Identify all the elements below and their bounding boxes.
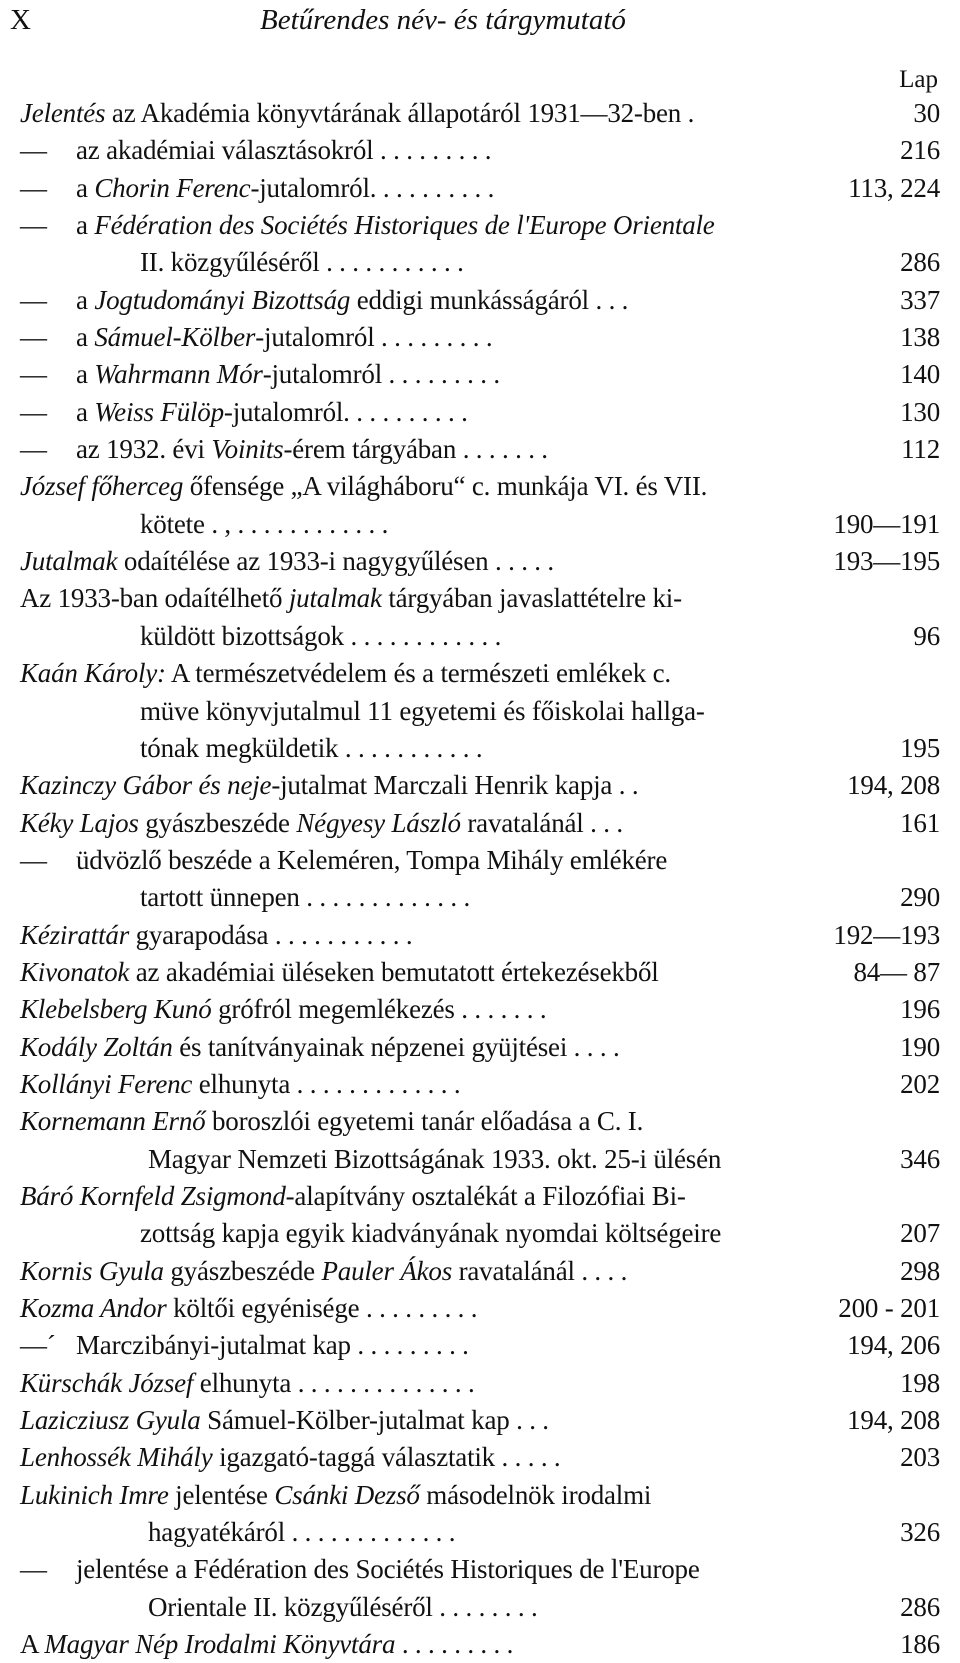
entry-text-segment: Orientale II. közgyűléséről . . . . . . . . xyxy=(148,1591,538,1622)
entry-text-segment: igazgató-taggá választatik . . . . . xyxy=(212,1442,561,1473)
entry-text-segment: a xyxy=(76,322,95,353)
index-line xyxy=(20,655,940,692)
index-line xyxy=(20,693,940,730)
index-line xyxy=(20,356,940,393)
index-line xyxy=(20,842,940,879)
entry-text-segment: és tanítványainak népzenei gyüjtései . . . . xyxy=(172,1031,620,1062)
entry-name-italic: Wahrmann Mór xyxy=(94,359,263,390)
page-reference: 202 xyxy=(900,1068,940,1099)
entry-text xyxy=(20,170,494,207)
entry-text xyxy=(140,506,388,543)
entry-text-segment: őfensége „A világháboru“ c. munkája VI. és VII. xyxy=(183,471,708,502)
index-line xyxy=(20,618,940,655)
entry-text xyxy=(140,618,501,655)
page-number: X xyxy=(10,4,31,36)
page-reference: 298 xyxy=(900,1255,940,1286)
entry-text-segment: II. közgyűléséről . . . . . . . . . . . xyxy=(140,247,464,278)
entry-text xyxy=(148,1514,455,1551)
entry-name-italic: Báró Kornfeld Zsigmond xyxy=(20,1180,286,1211)
page-reference: 286 xyxy=(900,1591,940,1622)
index-line xyxy=(20,1514,940,1551)
entry-text-segment: gyászbeszéde xyxy=(138,807,297,838)
index-line xyxy=(20,1327,940,1364)
entry-text xyxy=(140,693,705,730)
index-line xyxy=(20,1178,940,1215)
entry-text-segment: müve könyvjutalmul 11 egyetemi és főiskolai hallga- xyxy=(140,695,705,726)
entry-text xyxy=(140,244,464,281)
entry-text-segment: A xyxy=(20,1629,45,1660)
entry-text xyxy=(20,468,707,505)
page-reference: 96 xyxy=(913,620,940,651)
entry-text xyxy=(20,543,554,580)
ditto-dash: — xyxy=(20,135,47,166)
entry-name-italic: Voinits xyxy=(211,434,284,465)
entry-text xyxy=(20,431,548,468)
ditto-dash: — xyxy=(20,359,47,390)
page-reference: 337 xyxy=(900,284,940,315)
page-reference: 84— 87 xyxy=(853,956,940,987)
entry-text xyxy=(20,1327,469,1364)
page-reference: 198 xyxy=(900,1367,940,1398)
entry-name-italic: Jelentés xyxy=(20,98,106,128)
page-reference: 112 xyxy=(901,434,940,465)
entry-text xyxy=(20,991,546,1028)
index-line xyxy=(20,282,940,319)
entry-name-italic: Lazicziusz Gyula xyxy=(20,1405,201,1436)
index-line xyxy=(20,244,940,281)
entry-text xyxy=(20,1626,513,1663)
entry-text-segment: a xyxy=(76,284,95,315)
entry-text xyxy=(148,1141,721,1178)
entry-text xyxy=(20,207,715,244)
entry-text xyxy=(20,1066,460,1103)
ditto-dash: — xyxy=(20,1554,47,1585)
entry-text-segment: elhunyta . . . . . . . . . . . . . . xyxy=(193,1367,475,1398)
index-line xyxy=(20,170,940,207)
entry-text xyxy=(140,879,470,916)
page-reference: 346 xyxy=(900,1143,940,1174)
entry-text xyxy=(20,132,491,169)
entry-name-italic: Csánki Dezső xyxy=(274,1479,420,1510)
index-line xyxy=(20,730,940,767)
entry-text xyxy=(20,282,628,319)
entry-text xyxy=(148,1589,538,1626)
entry-text xyxy=(20,356,500,393)
entry-name-italic: Kornis Gyula xyxy=(20,1255,164,1286)
page-reference: 286 xyxy=(900,247,940,278)
entry-text-segment: Az 1933-ban odaítélhető xyxy=(20,583,289,614)
entry-name-italic: Kaán Károly: xyxy=(20,658,166,689)
entry-name-italic: Kollányi Ferenc xyxy=(20,1068,193,1099)
entry-name-italic: Lenhossék Mihály xyxy=(20,1442,213,1473)
entry-text-segment: Magyar Nemzeti Bizottságának 1933. okt. 25-i ülésén xyxy=(148,1143,722,1174)
entry-text-segment: az Akadémia könyvtárának állapotáról 1931—32-ben . xyxy=(105,98,695,128)
entry-text-segment: ravatalánál . . . xyxy=(460,807,623,838)
page-reference: 207 xyxy=(900,1218,940,1249)
page-reference: 192—193 xyxy=(833,919,940,950)
page-reference: 326 xyxy=(900,1517,940,1548)
index-line xyxy=(20,767,940,804)
entry-name-italic: Kézirattár xyxy=(20,919,130,950)
page-reference: 138 xyxy=(900,322,940,353)
entry-text-segment: jelentése xyxy=(168,1479,275,1510)
entry-text xyxy=(140,1215,721,1252)
running-title: Betűrendes név- és tárgymutató xyxy=(260,4,626,36)
entry-name-italic: Kürschák József xyxy=(20,1367,194,1398)
index-line xyxy=(20,1141,940,1178)
entry-text-segment: tónak megküldetik . . . . . . . . . . . xyxy=(140,732,483,763)
page-reference: 161 xyxy=(900,807,940,838)
entry-name-italic: Négyesy László xyxy=(296,807,461,838)
page-reference: 190—191 xyxy=(833,508,940,539)
entry-name-italic: Kodály Zoltán xyxy=(20,1031,173,1062)
index-line xyxy=(20,207,940,244)
entry-text-segment: eddigi munkásságáról . . . xyxy=(350,284,629,315)
entry-text xyxy=(20,1477,651,1514)
entry-text xyxy=(140,730,482,767)
page-reference: 200 - 201 xyxy=(838,1293,940,1323)
entry-text-segment: az 1932. évi xyxy=(76,434,212,465)
entry-text xyxy=(20,95,694,132)
entry-text-segment: gyarapodása . . . . . . . . . . . xyxy=(129,919,413,950)
index-line xyxy=(20,506,940,543)
entry-text-segment: a xyxy=(76,396,95,427)
entry-text xyxy=(20,1103,643,1140)
entry-text xyxy=(20,917,412,954)
entry-name-italic: Klebelsberg Kunó xyxy=(20,994,212,1025)
entry-text xyxy=(20,655,671,692)
ditto-dash: — xyxy=(20,396,47,427)
index-line xyxy=(20,1551,940,1588)
page-reference: 193—195 xyxy=(833,546,940,577)
entry-text-segment: tartott ünnepen . . . . . . . . . . . . . xyxy=(140,882,470,913)
entry-text-segment: jelentése a Fédération des Sociétés Historiques de l'Europe xyxy=(76,1554,700,1585)
index-line xyxy=(20,1215,940,1252)
ditto-dash: — xyxy=(20,322,47,353)
index-line xyxy=(20,805,940,842)
index-entries xyxy=(20,95,940,1663)
entry-text-segment: -jutalomról . . . . . . . . . xyxy=(255,322,493,353)
entry-text-segment: a xyxy=(76,359,95,390)
entry-text xyxy=(20,954,659,991)
ditto-dash: — xyxy=(20,172,47,203)
entry-text xyxy=(20,1290,477,1327)
entry-name-italic: Chorin Ferenc xyxy=(94,172,251,203)
entry-name-italic: jutalmak xyxy=(288,583,382,614)
index-line xyxy=(20,1589,940,1626)
index-line xyxy=(20,1066,940,1103)
entry-name-italic: Fédération des Sociétés Historiques de l'Europe Orientale xyxy=(94,210,715,241)
index-line xyxy=(20,431,940,468)
column-heading-lap: Lap xyxy=(899,66,938,93)
index-line xyxy=(20,879,940,916)
entry-text-segment: A természetvédelem és a természeti emlékek c. xyxy=(165,658,671,689)
index-line xyxy=(20,95,940,132)
entry-name-italic: József főherceg xyxy=(20,471,184,502)
entry-text-segment: -jutalmat Marczali Henrik kapja . . xyxy=(271,770,639,801)
entry-text xyxy=(20,1402,549,1439)
entry-text-segment: -érem tárgyában . . . . . . . xyxy=(283,434,548,465)
entry-text xyxy=(20,842,667,879)
page-reference: 30 xyxy=(913,98,940,128)
entry-text-segment: . . . . . . . . . xyxy=(395,1629,514,1660)
entry-text-segment: -alapítvány osztalékát a Filozófiai Bi- xyxy=(285,1180,686,1211)
entry-text-segment: Sámuel-Kölber-jutalmat kap . . . xyxy=(200,1405,549,1436)
page-reference: 290 xyxy=(900,882,940,913)
entry-text-segment: odaítélése az 1933-i nagygyűlésen . . . . . xyxy=(117,546,554,577)
entry-text xyxy=(20,767,638,804)
entry-name-italic: Sámuel-Kölber xyxy=(94,322,256,353)
entry-text xyxy=(20,580,682,617)
index-line xyxy=(20,1029,940,1066)
entry-text-segment: -jutalomról. . . . . . . . . . xyxy=(223,396,468,427)
entry-text-segment: hagyatékáról . . . . . . . . . . . . . xyxy=(148,1517,456,1548)
entry-name-italic: Jutalmak xyxy=(20,546,118,577)
entry-text-segment: boroszlói egyetemi tanár előadása a C. I. xyxy=(205,1106,644,1137)
entry-text xyxy=(20,805,623,842)
page-reference: 194, 206 xyxy=(847,1330,940,1361)
page-reference: 194, 208 xyxy=(847,770,940,801)
index-line xyxy=(20,917,940,954)
entry-text-segment: -jutalomról . . . . . . . . . xyxy=(262,359,500,390)
index-line xyxy=(20,1477,940,1514)
entry-text-segment: tárgyában javaslattételre ki- xyxy=(381,583,682,614)
entry-text xyxy=(20,1178,686,1215)
entry-text-segment: másodelnök irodalmi xyxy=(419,1479,652,1510)
index-line xyxy=(20,468,940,505)
ditto-dash: —´ xyxy=(20,1330,56,1361)
entry-text-segment: a xyxy=(76,172,95,203)
entry-name-italic: Kozma Andor xyxy=(20,1293,167,1323)
ditto-dash: — xyxy=(20,434,47,465)
entry-text-segment: költői egyénisége . . . . . . . . . xyxy=(166,1293,478,1323)
entry-text-segment: gyászbeszéde xyxy=(163,1255,322,1286)
entry-text xyxy=(20,1253,627,1290)
entry-name-italic: Kornemann Ernő xyxy=(20,1106,206,1137)
entry-text-segment: zottság kapja egyik kiadványának nyomdai költségeire xyxy=(140,1218,722,1249)
entry-text-segment: -jutalomról. . . . . . . . . . xyxy=(250,172,495,203)
page-reference: 203 xyxy=(900,1442,940,1473)
page-reference: 140 xyxy=(900,359,940,390)
entry-text-segment: ravatalánál . . . . xyxy=(452,1255,628,1286)
page-reference: 195 xyxy=(900,732,940,763)
index-line xyxy=(20,1253,940,1290)
entry-text xyxy=(20,1365,475,1402)
index-line xyxy=(20,1439,940,1476)
index-line xyxy=(20,580,940,617)
page-reference: 216 xyxy=(900,135,940,166)
entry-text-segment: Marczibányi-jutalmat kap . . . . . . . . . xyxy=(76,1330,469,1361)
entry-name-italic: Kivonatok xyxy=(20,956,130,987)
entry-text xyxy=(20,1551,700,1588)
entry-text-segment: a xyxy=(76,210,95,241)
entry-text-segment: grófról megemlékezés . . . . . . . xyxy=(211,994,547,1025)
index-line xyxy=(20,1402,940,1439)
entry-name-italic: Magyar Nép Irodalmi Könyvtára xyxy=(44,1629,396,1660)
index-line xyxy=(20,1626,940,1663)
page-reference: 113, 224 xyxy=(848,172,940,203)
entry-text xyxy=(20,394,468,431)
index-line xyxy=(20,954,940,991)
entry-text-segment: elhunyta . . . . . . . . . . . . . xyxy=(192,1068,461,1099)
entry-text xyxy=(20,319,492,356)
ditto-dash: — xyxy=(20,844,47,875)
page-reference: 186 xyxy=(900,1629,940,1660)
entry-text-segment: kötete . , . . . . . . . . . . . . xyxy=(140,508,389,539)
entry-name-italic: Weiss Fülöp xyxy=(94,396,224,427)
entry-name-italic: Kazinczy Gábor és neje xyxy=(20,770,272,801)
ditto-dash: — xyxy=(20,284,47,315)
entry-text-segment: az akadémiai üléseken bemutatott értekezésekből xyxy=(129,956,659,987)
index-line xyxy=(20,1365,940,1402)
page-reference: 130 xyxy=(900,396,940,427)
index-line xyxy=(20,991,940,1028)
page-reference: 196 xyxy=(900,994,940,1025)
entry-text-segment: üdvözlő beszéde a Keleméren, Tompa Mihály emlékére xyxy=(76,844,668,875)
ditto-dash: — xyxy=(20,210,47,241)
entry-text xyxy=(20,1029,620,1066)
entry-name-italic: Jogtudományi Bizottság xyxy=(94,284,351,315)
index-line xyxy=(20,394,940,431)
index-line xyxy=(20,319,940,356)
page-header xyxy=(10,0,950,40)
entry-text xyxy=(20,1439,560,1476)
entry-name-italic: Pauler Ákos xyxy=(321,1255,453,1286)
index-line xyxy=(20,1290,940,1327)
index-line xyxy=(20,543,940,580)
index-line xyxy=(20,1103,940,1140)
entry-text-segment: az akadémiai választásokról . . . . . . . . . xyxy=(76,135,492,166)
page-reference: 190 xyxy=(900,1031,940,1062)
entry-name-italic: Kéky Lajos xyxy=(20,807,139,838)
entry-text-segment: küldött bizottságok . . . . . . . . . . . . xyxy=(140,620,502,651)
entry-name-italic: Lukinich Imre xyxy=(20,1479,169,1510)
page-reference: 194, 208 xyxy=(847,1405,940,1436)
index-line xyxy=(20,132,940,169)
